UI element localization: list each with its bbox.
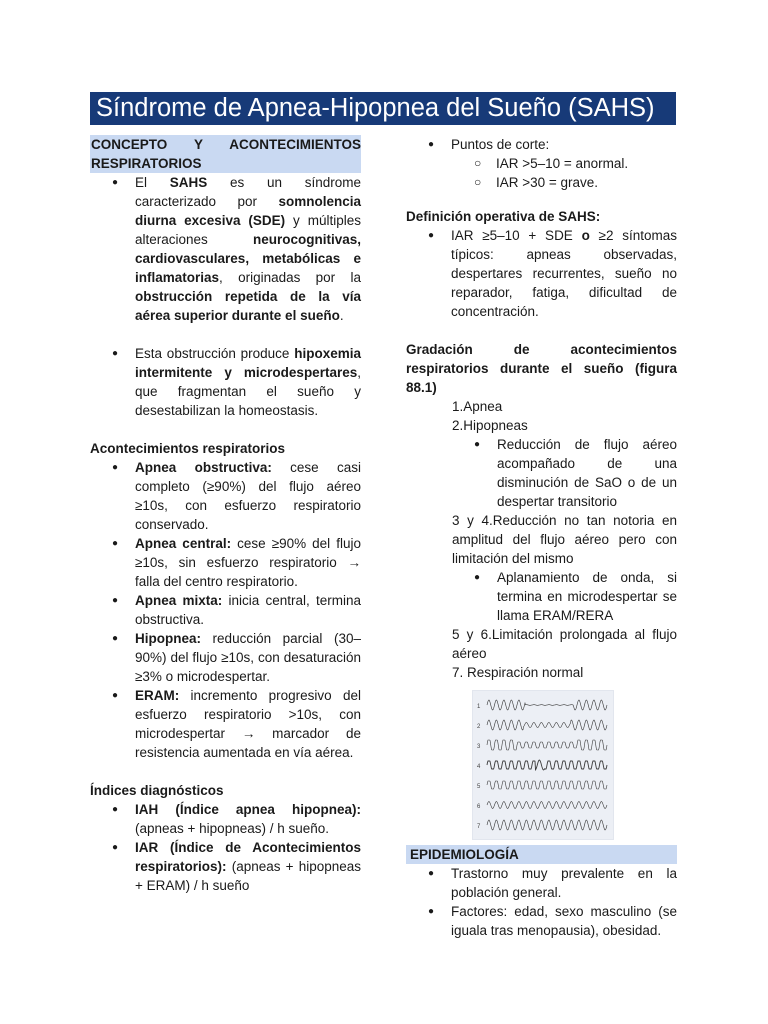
term: Apnea obstructiva: [135,460,272,475]
bold-run: hipoxemia intermitente y microdespertares [135,346,361,380]
figure-row-label: 7 [477,824,481,830]
figure-88-1 [472,690,614,840]
left-column [90,135,361,895]
list-item [90,458,361,534]
gradacion-item-5-6: 5 y 6.Limitación prolongada al flujo aéreo [452,627,677,661]
figure-row-label: 3 [477,744,481,750]
sub-item: ○ IAR >5–10 = anormal. [406,154,677,173]
spacer [406,192,677,207]
figure-row-label: 6 [477,804,481,810]
gradacion-sublist [406,435,677,511]
term: ERAM: [135,688,180,703]
puntos-de-corte: ● Puntos de corte: [406,135,677,154]
spacer [90,762,361,781]
figure-row-label: 1 [477,704,481,710]
text-run: Esta obstrucción produce [135,346,295,361]
text-run: , originadas por la [219,270,361,285]
definition: cese ≥90% del flujo ≥10s, sin esfuerzo respiratorio → falla del centro respiratorio. [135,536,361,589]
definicion-list [406,226,677,321]
definition: cese casi completo (≥90%) del flujo aéreo ≥10s, con esfuerzo respiratorio conservado. [135,460,361,532]
term: IAH (Índice apnea hipopnea): [135,802,361,817]
text-run: El [135,175,170,190]
term: Hipopnea: [135,631,201,646]
waveform-figure [473,691,613,839]
gradacion-item-3-4: 3 y 4.Reducción no tan notoria en amplitud del flujo aéreo pero con limitación del mismo [452,513,677,566]
text-run: , que fragmentan el sueño y desestabilizan la homeostasis. [135,365,361,418]
gradacion-item-1: 1.Apnea [452,399,503,414]
concepto-list-2 [90,344,361,420]
bold-run: SAHS [169,175,208,190]
text-run: es un síndrome caracterizado por [135,175,361,209]
definicion-item [406,226,677,321]
acontecimientos-heading: Acontecimientos respiratorios [90,441,286,456]
bold-run: o [581,228,590,243]
waveform-trace [487,740,607,750]
text-run: . [339,308,344,323]
waveform-trace [487,802,607,809]
figure-row-label: 5 [477,784,481,790]
concepto-list [90,173,361,325]
figure-row-label: 4 [477,764,481,770]
waveform-trace [487,700,607,710]
list-item [90,629,361,686]
sub-item: ○ IAR >30 = grave. [406,173,677,192]
list-item [90,838,361,895]
definicion-heading: Definición operativa de SAHS: [406,209,601,224]
concepto-bullet-sahs [90,173,361,325]
list-item: ● Trastorno muy prevalente en la población general. [406,864,677,902]
list-item [90,686,361,762]
definition: (apneas + hipopneas) / h sueño. [135,821,330,836]
term: IAR (Índice de Acontecimientos respiratorios): [135,840,361,874]
text-run: y múltiples alteraciones [135,213,361,247]
concepto-heading-line1: CONCEPTO Y ACONTECIMIENTOS [91,137,361,152]
list-item [90,591,361,629]
right-column [406,135,677,940]
bold-run: neurocognitivas, cardiovasculares, metabólicas e inflamatorias [135,232,361,285]
spacer [90,420,361,439]
puntos-list [406,135,677,192]
epidemiologia-list [406,864,677,940]
spacer [406,321,677,340]
indices-list [90,800,361,895]
waveform-trace [487,820,607,830]
gradacion-item-2: 2.Hipopneas [452,418,528,433]
sub-item: ● Reducción de flujo aéreo acompañado de una disminución de SaO o de un despertar transitorio [406,435,677,511]
definition: (apneas + hipopneas + ERAM) / h sueño [135,859,361,893]
waveform-trace [487,781,607,789]
definition: inicia central, termina obstructiva. [135,593,361,627]
text-run: ≥2 síntomas típicos: apneas observadas, despertares recurrentes, sueño no reparador, fatiga, dificultad de concentración. [451,228,677,319]
text-run: IAR ≥5–10 + SDE [451,228,582,243]
concepto-heading [90,135,361,173]
gradacion-sublist [406,568,677,625]
bold-run: somnolencia diurna excesiva (SDE) [135,194,361,228]
gradacion-item-7: 7. Respiración normal [452,665,584,680]
list-item [90,534,361,591]
acontecimientos-list [90,458,361,762]
term: Apnea mixta: [135,593,223,608]
waveform-trace [487,760,607,770]
concepto-bullet-obstruccion [90,344,361,420]
sub-item: ● Aplanamiento de onda, si termina en microdespertar se llama ERAM/RERA [406,568,677,625]
bold-run: obstrucción repetida de la vía aérea superior durante el sueño [135,289,361,323]
list-item [90,800,361,838]
term: Apnea central: [135,536,232,551]
spacer [90,325,361,344]
definition: incremento progresivo del esfuerzo respiratorio >10s, con microdespertar → marcador de resistencia aumentada en vía aérea. [135,688,361,760]
page-title: Síndrome de Apnea-Hipopnea del Sueño (SAHS) [90,92,676,125]
gradacion-heading: Gradación de acontecimientos respiratorios durante el sueño (figura 88.1) [406,342,677,395]
waveform-trace [487,720,607,730]
epidemiologia-heading: EPIDEMIOLOGÍA [406,845,677,864]
definition: reducción parcial (30–90%) del flujo ≥10s, con desaturación ≥3% o microdespertar. [135,631,361,684]
indices-heading: Índices diagnósticos [90,783,224,798]
concepto-heading-line2: RESPIRATORIOS [90,154,361,173]
figure-row-label: 2 [477,724,481,730]
list-item: ● Factores: edad, sexo masculino (se iguala tras menopausia), obesidad. [406,902,677,940]
